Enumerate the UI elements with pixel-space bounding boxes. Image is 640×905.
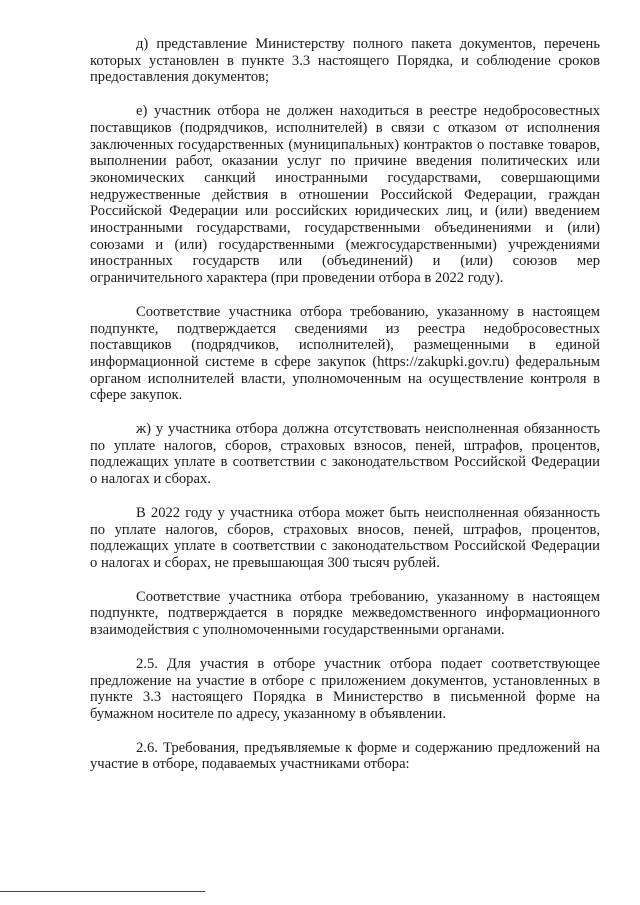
paragraph-2022-tax-threshold: В 2022 году у участника отбора может быть неисполненная обязанность по уплате налогов, сборов, страховых вносов, пеней, штрафов, процентов, подлежащих уплате в соответствии с законодательством Российской Федерации о налогах и сборах, не превышающая 300 тысяч рублей. xyxy=(90,504,600,571)
footnote-separator-line xyxy=(0,891,205,892)
paragraph-registry-confirmation: Соответствие участника отбора требованию, указанному в настоящем подпункте, подтверждается сведениями из реестра недобросовестных поставщиков (подрядчиков, исполнителей), размещенными в единой информационной системе в сфере закупок (https://zakupki.gov.ru) федеральным органом исполнителей власти, уполномоченным на осуществление контроля в сфере закупок. xyxy=(90,303,600,404)
paragraph-interagency-confirmation: Соответствие участника отбора требованию, указанному в настоящем подпункте, подтверждается в порядке межведомственного информационного взаимодействия с уполномоченными государственными органами. xyxy=(90,588,600,639)
paragraph-2-6-form-requirements: 2.6. Требования, предъявляемые к форме и содержанию предложений на участие в отборе, подаваемых участниками отбора: xyxy=(90,739,600,773)
paragraph-e-unfair-suppliers-registry: е) участник отбора не должен находиться в реестре недобросовестных поставщиков (подрядчиков, исполнителей) в связи с отказом от исполнения заключенных государственных (муниципальных) контрактов о поставке товаров, выполнении работ, оказании услуг по причине введения политических или экономических санкций иностранными государствами, совершающими недружественные действия в отношении Российской Федерации, граждан Российской Федерации или российских юридических лиц, и (или) введением иностранными государствами, государственными объединениями и (или) союзами и (или) государственными (межгосударственными) учреждениями иностранных государств или (объединений) и (или) союзов мер ограничительного характера (при проведении отбора в 2022 году). xyxy=(90,103,600,287)
document-body xyxy=(90,36,600,773)
paragraph-2-5-application-submission: 2.5. Для участия в отборе участник отбора подает соответствующее предложение на участие в отборе с приложением документов, установленных в пункте 3.3 настоящего Порядка в Министерство в письменной форме на бумажном носителе по адресу, указанному в объявлении. xyxy=(90,655,600,722)
paragraph-zh-tax-obligations: ж) у участника отбора должна отсутствовать неисполненная обязанность по уплате налогов, сборов, страховых взносов, пеней, штрафов, процентов, подлежащих уплате в соответствии с законодательством Российской Федерации о налогах и сборах. xyxy=(90,421,600,488)
paragraph-d-documents-package: д) представление Министерству полного пакета документов, перечень которых установлен в пункте 3.3 настоящего Порядка, и соблюдение сроков предоставления документов; xyxy=(90,36,600,86)
